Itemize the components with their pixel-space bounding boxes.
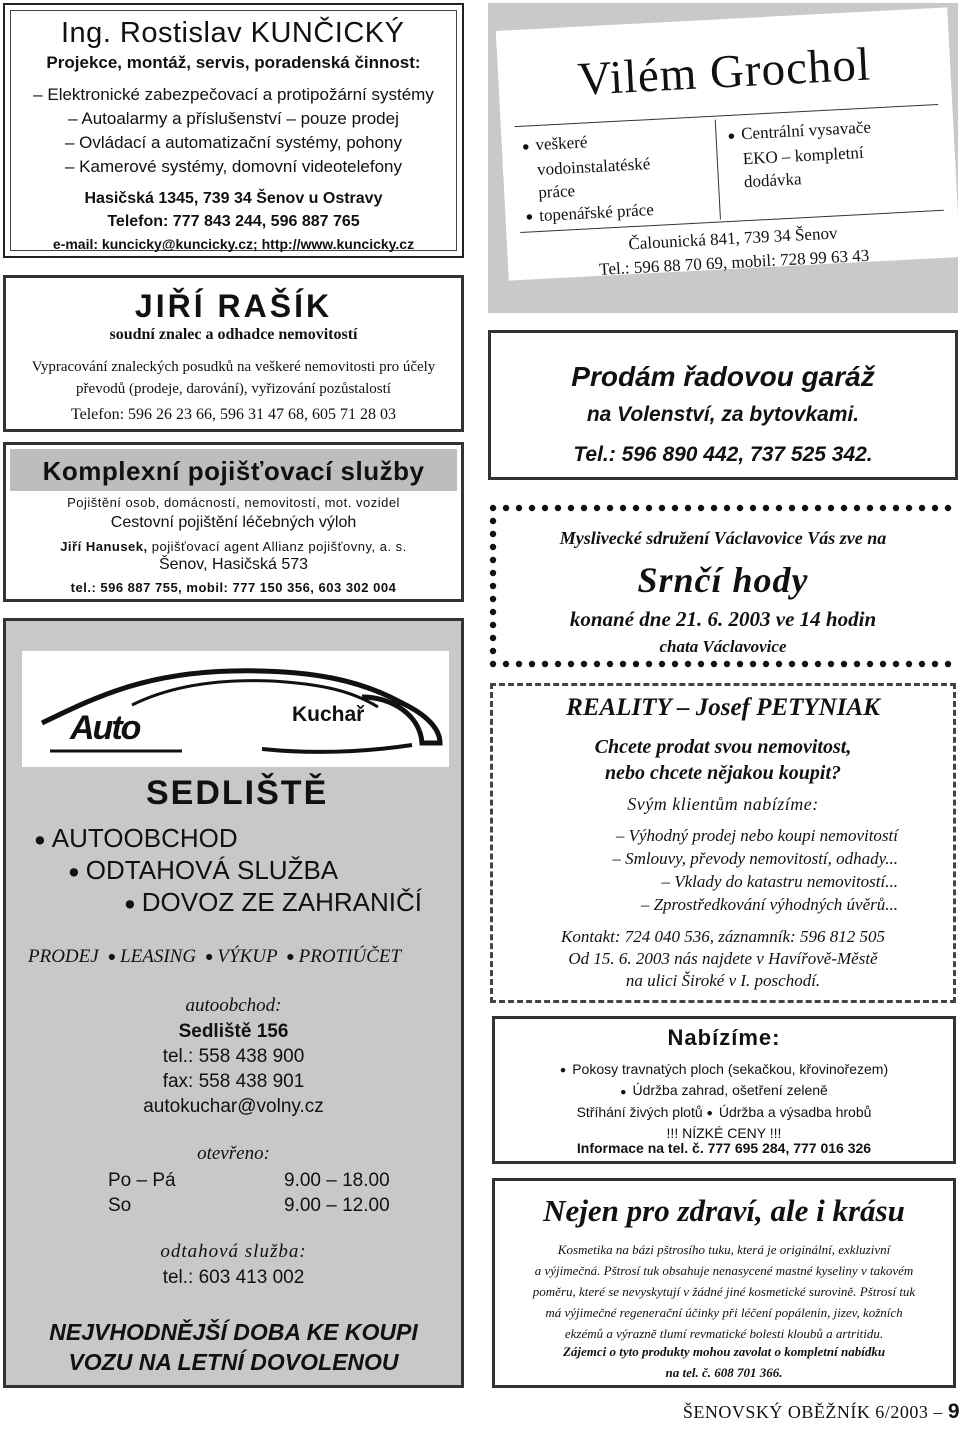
ad-kuncicky-contact — [11, 187, 456, 256]
service-item-cont: vodoinstalatéské — [536, 153, 651, 179]
border-dot — [945, 661, 951, 667]
description-line: Vypracování znaleckých posudků na veškeré nemovitosti pro účely — [31, 359, 436, 375]
border-dot — [932, 661, 938, 667]
publication-name: ŠENOVSKÝ OBĚŽNÍK 6/2003 – — [682, 1402, 943, 1422]
description-line: Kosmetika na bázi pštrosího tuku, která je originální, exkluzivní — [557, 1242, 891, 1257]
phone: tel.: 558 438 900 — [162, 1046, 305, 1067]
phone: Tel.: 596 88 70 69, mobil: 728 99 63 43 — [598, 245, 870, 279]
ad-insurance — [3, 442, 464, 602]
border-dot — [750, 661, 756, 667]
border-dot — [828, 505, 834, 511]
auto-service-line: ● ODTAHOVÁ SLUŽBA — [68, 855, 338, 886]
ad-hunting-club — [488, 503, 958, 669]
question-line: Chcete prodat svou nemovitost, — [594, 736, 852, 758]
border-dot — [711, 661, 717, 667]
address: Čalounická 841, 739 34 Šenov — [627, 223, 838, 254]
page-footer — [680, 1400, 960, 1426]
border-dot — [594, 505, 600, 511]
border-dot — [594, 661, 600, 667]
description-line: a výjimečná. Pštrosí tuk obsahuje nenasycené mastné kyseliny v takovém — [534, 1263, 914, 1278]
garage-phone: Tel.: 596 890 442, 737 525 342. — [573, 443, 873, 466]
ad-insurance-title: Komplexní pojišťovací služby — [10, 449, 457, 491]
border-dot — [672, 661, 678, 667]
phone: Telefon: 777 843 244, 596 887 765 — [107, 213, 360, 230]
border-dot — [490, 505, 496, 511]
description-line: převodů (prodeje, darování), vyřizování pozůstalostí — [76, 381, 391, 397]
divider — [715, 120, 721, 220]
description-line: ekzémů a výrazně tlumí revmatické bolesti kloubů a artritidu. — [564, 1326, 884, 1341]
auto-kuchar-logo — [22, 651, 449, 767]
slogan-line: VOZU NA LETNÍ DOVOLENOU — [68, 1349, 399, 1375]
tow-service-phone: tel.: 603 413 002 — [162, 1267, 305, 1288]
address: Hasičská 1345, 739 34 Šenov u Ostravy — [84, 190, 383, 207]
cta-line: Zájemci o tyto produkty mohou zavolat o kompletní nabídku — [562, 1344, 886, 1359]
ad-grochol — [488, 3, 958, 313]
ad-rasik-phone: Telefon: 596 26 23 66, 596 31 47 68, 605 71 28 03 — [70, 406, 397, 423]
insurance-line: Pojištění osob, domácností, nemovitostí, mot. vozidel — [67, 495, 400, 510]
hunting-event-title: Srnčí hody — [637, 560, 809, 600]
border-dot — [581, 661, 587, 667]
garden-info-phone: Informace na tel. č. 777 695 284, 777 016 326 — [576, 1140, 872, 1156]
insurance-line: Cestovní pojištění léčebných výloh — [110, 514, 357, 531]
ad-rasik-description — [6, 356, 461, 400]
hours-days: Po – Pá — [108, 1170, 176, 1191]
auto-contact — [6, 1019, 461, 1119]
list-item: – Ovládací a automatizační systémy, pohony — [64, 133, 403, 152]
tow-service-label: odtahová služba: — [160, 1241, 307, 1262]
border-dot — [607, 505, 613, 511]
service-item-cont: EKO – kompletní — [742, 142, 864, 168]
auto-service-line: ● DOVOZ ZE ZAHRANIČÍ — [124, 887, 422, 918]
border-dot — [607, 661, 613, 667]
border-dot — [906, 661, 912, 667]
border-dot — [867, 661, 873, 667]
hours-row — [108, 1193, 390, 1218]
description-line: poměru, které se nevyskytují v žádné jiné kosmetické surovině. Pštrosí tuk — [532, 1284, 916, 1299]
ad-rasik — [3, 275, 464, 432]
reality-offer-label: Svým klientům nabízíme: — [627, 794, 819, 814]
border-dot — [568, 661, 574, 667]
insurance-address: Šenov, Hasičská 573 — [158, 556, 309, 573]
border-dot — [698, 661, 704, 667]
border-dot — [893, 505, 899, 511]
slogan-line: NEJVHODNĚJŠÍ DOBA KE KOUPI — [49, 1319, 418, 1345]
garage-headline: Prodám řadovou garáž — [571, 361, 875, 392]
contact-line: na ulici Široké v I. poschodí. — [625, 971, 821, 990]
border-dot — [815, 505, 821, 511]
border-dot — [854, 505, 860, 511]
ad-kuncicky — [3, 3, 464, 258]
ad-reality — [490, 683, 956, 1003]
border-dot — [568, 505, 574, 511]
ad-rasik-title: JIŘÍ RAŠÍK — [134, 288, 333, 324]
border-dot — [854, 661, 860, 667]
border-dot — [529, 661, 535, 667]
service-item: ● topenářské práce — [525, 194, 716, 229]
page-number: 9 — [947, 1400, 960, 1423]
auto-sales-options — [28, 946, 401, 968]
border-dot — [711, 505, 717, 511]
border-dot — [633, 661, 639, 667]
fax: fax: 558 438 901 — [162, 1071, 305, 1092]
agent-name: Jiří Hanusek, — [60, 539, 148, 554]
border-dot — [659, 661, 665, 667]
auto-service-line: ● AUTOOBCHOD — [34, 823, 238, 854]
service-item-cont: práce — [537, 180, 576, 202]
sales-option: ● VÝKUP — [201, 946, 277, 967]
border-dot — [490, 518, 496, 524]
border-dot — [659, 505, 665, 511]
border-dot — [685, 661, 691, 667]
border-dot — [555, 661, 561, 667]
service-item-cont: dodávka — [743, 168, 802, 191]
reality-title: REALITY – Josef PETYNIAK — [566, 694, 880, 721]
ad-grochol-title: Vilém Grochol — [576, 38, 873, 106]
sales-option: ● PROTIÚČET — [282, 946, 401, 967]
hunting-event-place: chata Václavovice — [659, 637, 787, 656]
border-dot — [542, 661, 548, 667]
list-item: – Kamerové systémy, domovní videotelefony — [64, 157, 402, 176]
border-dot — [750, 505, 756, 511]
garden-title: Nabízíme: — [667, 1025, 781, 1050]
agent-role: pojišťovací agent Allianz pojišťovny, a. s. — [147, 539, 407, 554]
border-dot — [516, 661, 522, 667]
car-silhouette-icon — [22, 651, 449, 767]
auto-location: SEDLIŠTĚ — [146, 774, 329, 812]
service-text: ● Údržba a výsadba hrobů — [707, 1104, 872, 1120]
description-line: má výjimečné regenerační účinky při léčení popálenin, jizev, kožních — [545, 1305, 903, 1320]
border-dot — [529, 505, 535, 511]
list-item: – Autoalarmy a příslušenství – pouze prodej — [68, 109, 399, 128]
border-dot — [815, 661, 821, 667]
border-dot — [737, 505, 743, 511]
service-item: ● Centrální vysavače — [727, 113, 928, 148]
border-dot — [880, 505, 886, 511]
cosmetics-description — [509, 1239, 939, 1344]
border-dot — [646, 505, 652, 511]
list-item: – Zprostředkování výhodných úvěrů... — [640, 895, 898, 914]
cosmetics-title: Nejen pro zdraví, ale i krásu — [543, 1193, 905, 1228]
logo-kuchar-text: Kuchař — [292, 703, 365, 726]
sales-option: PRODEJ — [28, 946, 99, 967]
list-item: – Elektronické zabezpečovací a protipožární systémy — [33, 85, 434, 104]
opening-hours — [108, 1168, 390, 1218]
ad-kuncicky-subtitle: Projekce, montáž, servis, poradenská činnost: — [46, 53, 421, 72]
border-dot — [685, 505, 691, 511]
border-dot — [620, 661, 626, 667]
ad-auto-kuchar — [3, 618, 464, 1388]
service-text: Stříhání živých plotů — [576, 1103, 703, 1120]
border-dot — [555, 505, 561, 511]
service-item: ● Údržba zahrad, ošetření zeleně — [495, 1080, 953, 1101]
cta-line: na tel. č. 608 701 366. — [665, 1365, 783, 1380]
reality-contact — [493, 926, 953, 992]
border-dot — [698, 505, 704, 511]
service-item: ● Pokosy travnatých ploch (sekačkou, křovinořezem) — [495, 1059, 953, 1080]
hunting-event-date: konané dne 21. 6. 2003 ve 14 hodin — [569, 607, 877, 631]
insurance-agent — [6, 539, 461, 554]
border-dot — [646, 661, 652, 667]
hunting-invite: Myslivecké sdružení Václavovice Vás zve na — [559, 528, 887, 548]
email-link[interactable]: autokuchar@volny.cz — [143, 1096, 324, 1117]
border-dot — [841, 505, 847, 511]
sales-option: ● LEASING — [103, 946, 196, 967]
service-item — [495, 1102, 953, 1123]
ad-garage — [488, 330, 958, 480]
list-item: – Vklady do katastru nemovitostí... — [661, 872, 898, 891]
border-dot — [828, 661, 834, 667]
garage-location: na Volenství, za bytovkami. — [586, 403, 860, 426]
border-dot — [789, 505, 795, 511]
border-dot — [893, 661, 899, 667]
street: Sedliště 156 — [178, 1021, 289, 1042]
price-note: !!! NÍZKÉ CENY !!! — [666, 1124, 782, 1141]
border-dot — [880, 661, 886, 667]
border-dot — [620, 505, 626, 511]
border-dot — [802, 661, 808, 667]
auto-slogan — [6, 1317, 461, 1377]
list-item: – Výhodný prodej nebo koupi nemovitostí — [615, 826, 898, 845]
border-dot — [841, 661, 847, 667]
border-dot — [802, 505, 808, 511]
ad-kuncicky-services — [11, 83, 456, 179]
border-dot — [776, 505, 782, 511]
ad-garden-services — [492, 1016, 956, 1164]
grochol-services-left — [521, 124, 716, 229]
border-dot — [763, 505, 769, 511]
border-dot — [945, 505, 951, 511]
border-dot — [919, 661, 925, 667]
opening-hours-label: otevřeno: — [197, 1143, 270, 1164]
email-link[interactable]: e-mail: kuncicky@kuncicky.cz; http://www.kuncicky.cz — [52, 236, 415, 252]
address-label: autoobchod: — [185, 995, 282, 1016]
border-dot — [633, 505, 639, 511]
ad-cosmetics — [492, 1178, 956, 1388]
reality-question — [493, 734, 953, 786]
border-dot — [503, 661, 509, 667]
service-item: ● veškeré — [521, 124, 712, 159]
border-dot — [763, 661, 769, 667]
hours-time: 9.00 – 18.00 — [284, 1170, 390, 1191]
border-dot — [932, 505, 938, 511]
border-dot — [724, 505, 730, 511]
border-dot — [724, 661, 730, 667]
contact-line: Od 15. 6. 2003 nás najdete v Havířově-Městě — [568, 949, 878, 968]
cosmetics-cta — [509, 1341, 939, 1383]
contact-line: Kontakt: 724 040 536, záznamník: 596 812 505 — [561, 927, 885, 946]
border-dot — [776, 661, 782, 667]
grochol-services-right — [727, 113, 930, 194]
border-dot — [581, 505, 587, 511]
question-line: nebo chcete nějakou koupit? — [604, 762, 842, 784]
ad-grochol-card — [496, 7, 960, 280]
border-dot — [672, 505, 678, 511]
logo-auto-text: Auto — [70, 709, 140, 747]
border-dot — [516, 505, 522, 511]
border-dot — [789, 661, 795, 667]
hours-row — [108, 1168, 390, 1193]
border-dot — [737, 661, 743, 667]
ad-kuncicky-inner-frame — [10, 10, 457, 251]
border-dot — [542, 505, 548, 511]
garden-services — [495, 1059, 953, 1143]
border-dot — [490, 661, 496, 667]
reality-services — [612, 824, 898, 916]
insurance-phone: tel.: 596 887 755, mobil: 777 150 356, 603 302 004 — [70, 580, 397, 595]
border-dot — [919, 505, 925, 511]
ad-kuncicky-title: Ing. Rostislav KUNČICKÝ — [61, 17, 405, 49]
border-dot — [867, 505, 873, 511]
list-item: – Smlouvy, převody nemovitostí, odhady... — [612, 849, 898, 868]
ad-rasik-subtitle: soudní znalec a odhadce nemovitostí — [109, 326, 358, 343]
hours-time: 9.00 – 12.00 — [284, 1195, 390, 1216]
border-dot — [906, 505, 912, 511]
hours-days: So — [108, 1195, 132, 1216]
border-dot — [503, 505, 509, 511]
